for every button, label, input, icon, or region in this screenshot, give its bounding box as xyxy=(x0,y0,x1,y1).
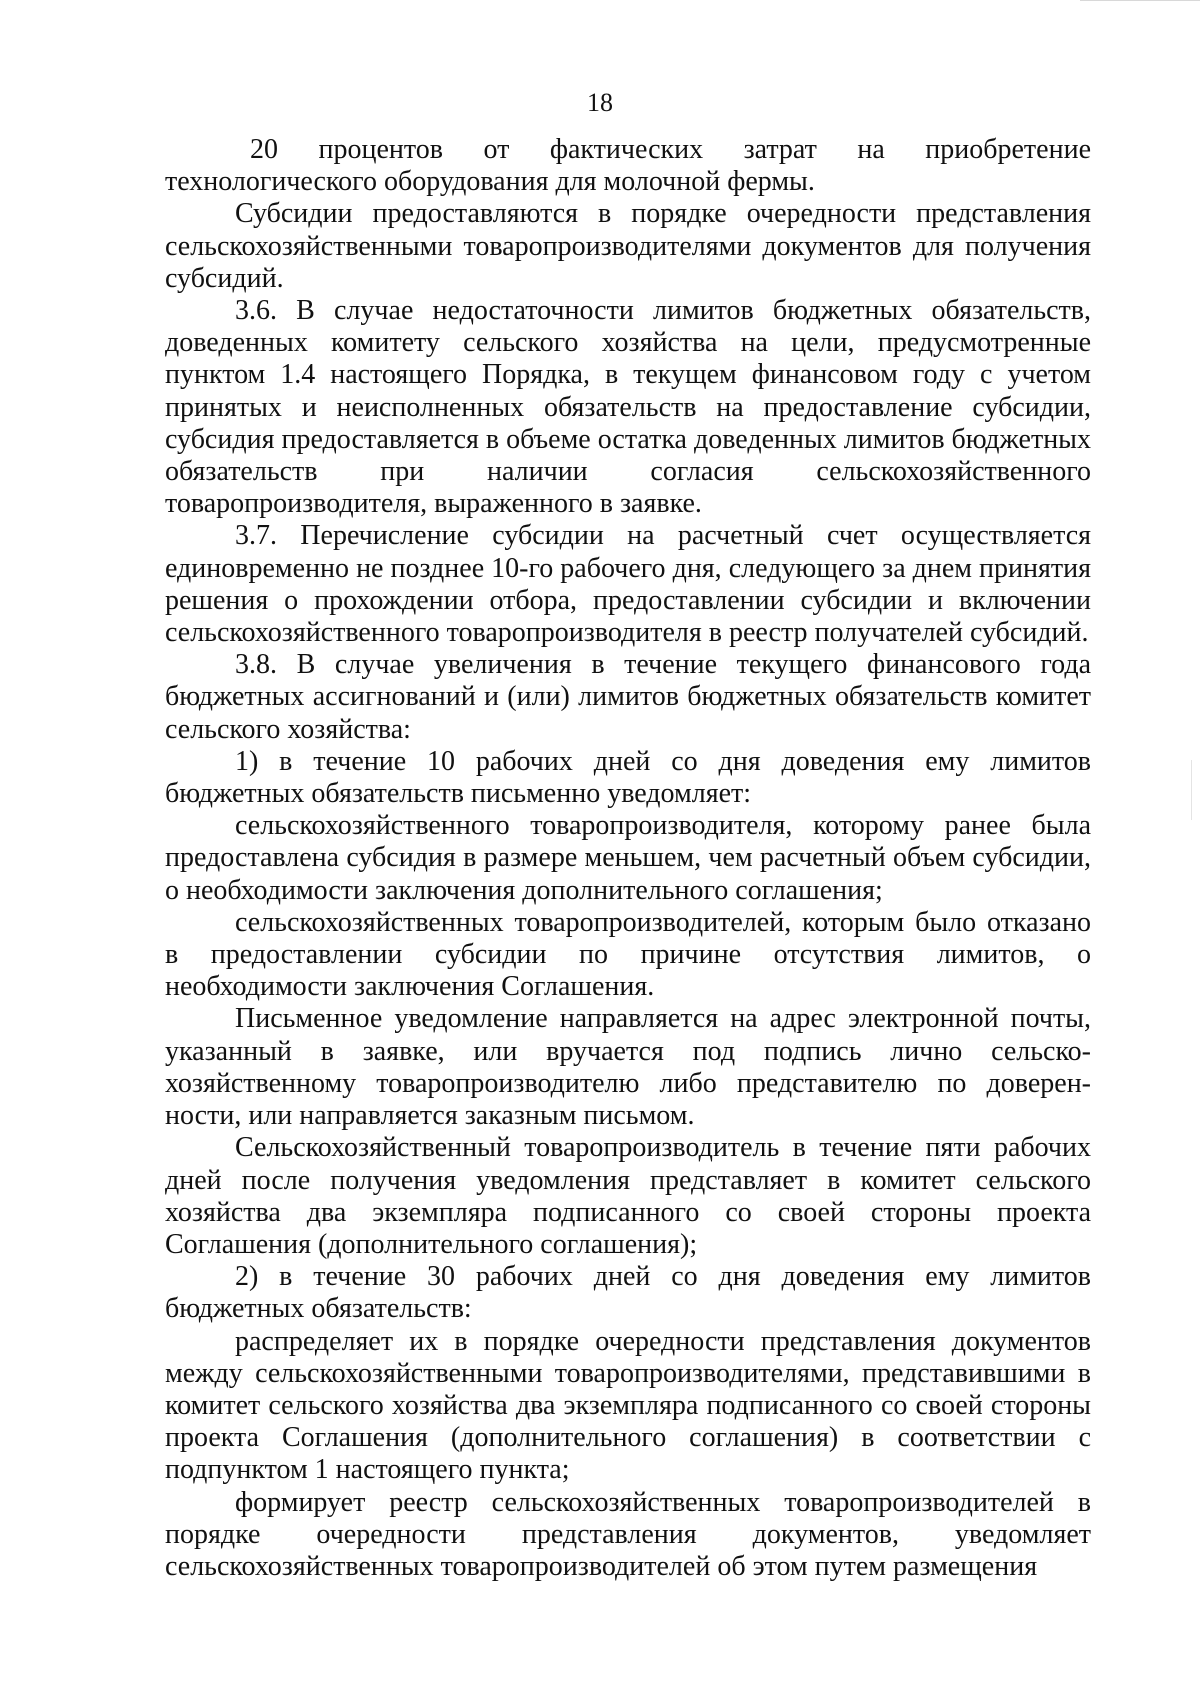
page-number: 18 xyxy=(587,88,613,117)
paragraph-registry: формирует реестр сельскохозяйственных товаропроизводителей в порядке очередности представления документов, уведомляет сельскохозяйственных товаропроизводителей об этом путем размещения xyxy=(165,1486,1091,1582)
paragraph-producer-response: Сельскохозяйственный товаропроизводитель в течение пяти рабочих дней после получения уведомления представляет в комитет сельского хозяйства два экземпляра подписанного со своей стороны проекта Соглашения (дополнительного соглашения); xyxy=(165,1132,1091,1260)
scan-edge-mark xyxy=(1080,0,1200,4)
paragraph-3-6: 3.6. В случае недостаточности лимитов бюджетных обязательств, доведенных комитету сельского хозяйства на цели, предусмотренные пунктом 1.4 настоящего Порядка, в текущем финансовом году с учетом принятых и неисполненных обязательств на предоставление субсидии, субсидия предоставляется в объеме остатка доведенных лимитов бюджетных обязательств при наличии согласия сельскохозяйственного товаропроизводителя, выраженного в заявке. xyxy=(165,295,1091,520)
paragraph-3-8-item-2: 2) в течение 30 рабочих дней со дня доведения ему лимитов бюджетных обязательств: xyxy=(165,1261,1091,1325)
scan-edge-mark-right xyxy=(1191,760,1192,820)
paragraph-notify-recipient: сельскохозяйственного товаропроизводителя, которому ранее была предоставлена субсидия в размере меньшем, чем расчетный объем субсидии, о необходимости заключения дополнительного соглашения; xyxy=(165,810,1091,906)
paragraph-3-8-item-1: 1) в течение 10 рабочих дней со дня доведения ему лимитов бюджетных обязательств письменно уведомляет: xyxy=(165,745,1091,810)
paragraph-subsidy-order: Субсидии предоставляются в порядке очередности представления сельскохозяйственными товаропроизводителями документов для получения субсидий. xyxy=(165,198,1091,294)
paragraph-3-7: 3.7. Перечисление субсидии на расчетный счет осуществляется единовременно не позднее 10-го рабочего дня, следующего за днем принятия решения о прохождении отбора, предоставлении субсидии и включении сельскохозяйственного товаропроизводителя в реестр получателей субсидий. xyxy=(165,520,1091,649)
paragraph-notification-delivery: Письменное уведомление направляется на адрес электронной почты, указанный в заявке, или вручается под подпись лично сельскохозяйственному товаропроизводителю либо представителю по доверенности, или направляется заказным письмом. xyxy=(165,1003,1091,1132)
paragraph-notify-refused: сельскохозяйственных товаропроизводителей, которым было отказано в предоставлении субсидии по причине отсутствия лимитов, о необходимости заключения Соглашения. xyxy=(165,906,1091,1003)
paragraph-subsidy-rate: 20 процентов от фактических затрат на приобретение технологического оборудования для молочной фермы. xyxy=(165,134,1091,198)
paragraph-distribution: распределяет их в порядке очередности представления документов между сельскохозяйственными товаропроизводителями, представившими в комитет сельского хозяйства два экземпляра подписанного со своей стороны проекта Соглашения (дополнительного соглашения) в соответствии с подпунктом 1 настоящего пункта; xyxy=(165,1325,1091,1486)
paragraph-3-8: 3.8. В случае увеличения в течение текущего финансового года бюджетных ассигнований и (или) лимитов бюджетных обязательств комитет сельского хозяйства: xyxy=(165,649,1091,745)
document-body xyxy=(165,134,1091,1583)
